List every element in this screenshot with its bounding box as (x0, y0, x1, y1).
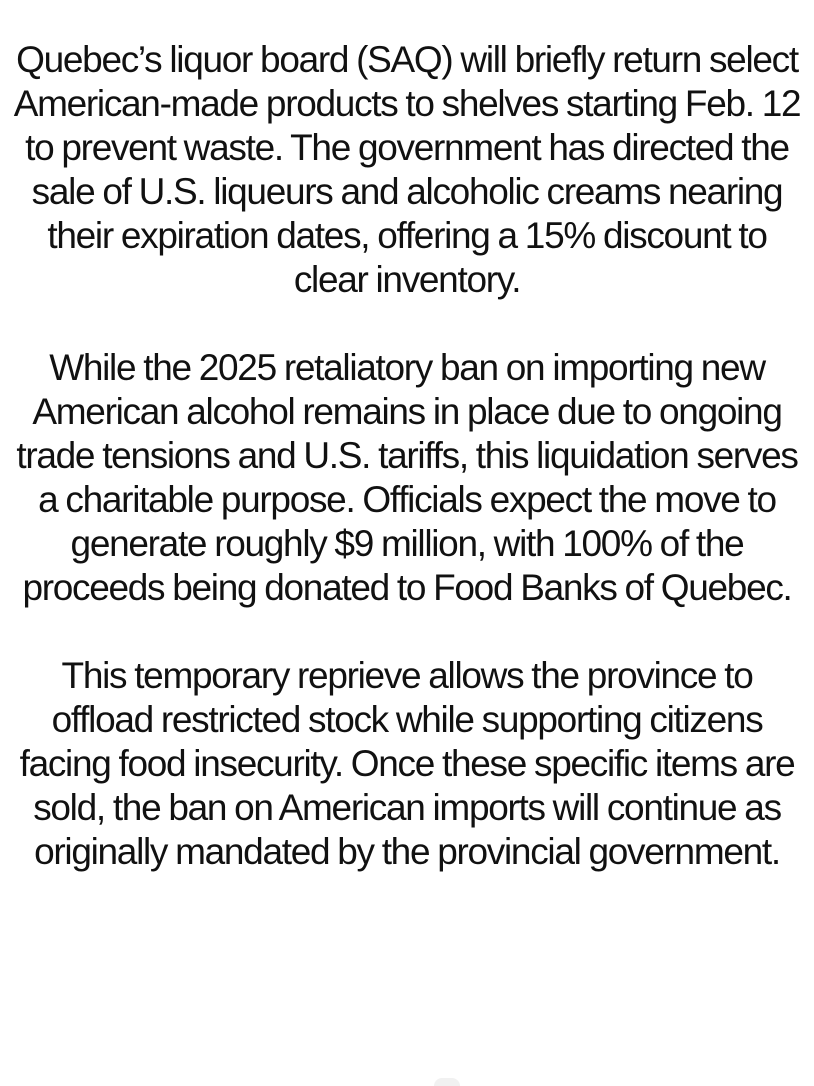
paragraph-saq-return: Quebec’s liquor board (SAQ) will briefly return select American-made products to shelves starting Feb. 12 to prevent waste. The government has directed the sale of U.S. liqueurs and alcoholic creams nearing their expiration dates, offering a 15% discount to clear inventory. (13, 39, 801, 300)
bottom-edge-mark (434, 1078, 460, 1086)
article-body (10, 38, 804, 874)
paragraph-ban-and-charity: While the 2025 retaliatory ban on importing new American alcohol remains in place due to ongoing trade tensions and U.S. tariffs, this liquidation serves a charitable purpose. Officials expect the move to generate roughly $9 million, with 100% of the proceeds being donated to Food Banks of Quebec. (16, 347, 798, 608)
paragraph-temporary-reprieve: This temporary reprieve allows the province to offload restricted stock while supporting citizens facing food insecurity. Once these specific items are sold, the ban on American imports will continue as originally mandated by the provincial government. (19, 655, 795, 872)
